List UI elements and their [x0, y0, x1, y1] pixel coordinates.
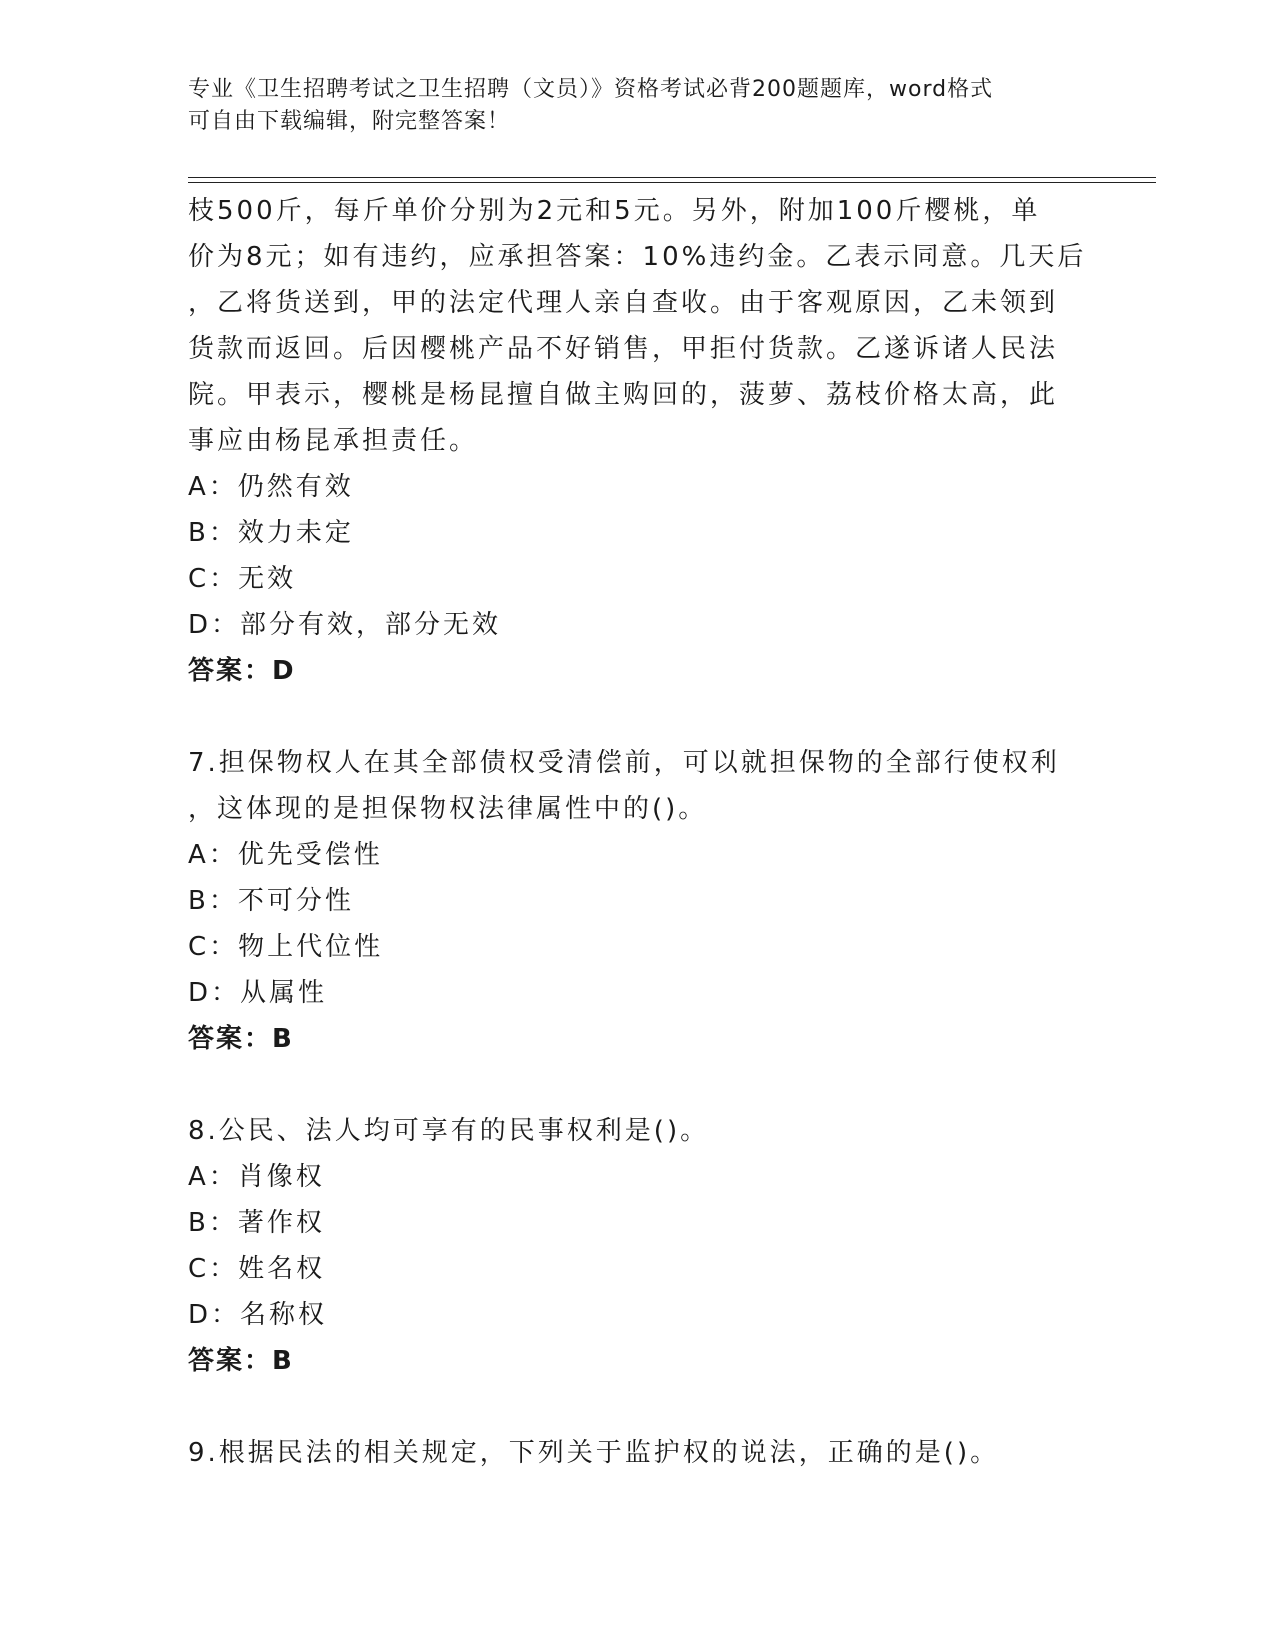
question-text-line: 枝500斤，每斤单价分别为2元和5元。另外，附加100斤樱桃，单 — [188, 196, 1041, 226]
question-text-line: 9.根据民法的相关规定，下列关于监护权的说法，正确的是()。 — [188, 1438, 1000, 1468]
question-text-line: 价为8元；如有违约，应承担答案：10%违约金。乙表示同意。几天后 — [188, 242, 1087, 272]
spacer — [188, 1062, 1088, 1108]
question-text-line: 事应由杨昆承担责任。 — [188, 426, 479, 456]
option-b: B：不可分性 — [188, 886, 354, 916]
answer-line: 答案：B — [188, 1024, 294, 1054]
option-c: C：无效 — [188, 564, 297, 594]
document-header — [188, 74, 1088, 138]
question-content — [188, 188, 1088, 1476]
answer-line: 答案：D — [188, 656, 296, 686]
header-rule-bottom — [188, 182, 1156, 183]
option-d: D：部分有效，部分无效 — [188, 610, 502, 640]
question-6 — [188, 188, 1088, 694]
option-a: A：优先受偿性 — [188, 840, 383, 870]
option-d: D：从属性 — [188, 978, 328, 1008]
question-text-line: 7.担保物权人在其全部债权受清偿前，可以就担保物的全部行使权利 — [188, 748, 1060, 778]
question-text-line: ，这体现的是担保物权法律属性中的()。 — [188, 794, 708, 824]
answer-line: 答案：B — [188, 1346, 294, 1376]
option-c: C：姓名权 — [188, 1254, 326, 1284]
header-line-1: 专业《卫生招聘考试之卫生招聘（文员）》资格考试必背200题题库，word格式 — [188, 77, 994, 102]
option-d: D：名称权 — [188, 1300, 328, 1330]
question-8 — [188, 1108, 1088, 1384]
question-9 — [188, 1430, 1088, 1476]
question-text-line: 8.公民、法人均可享有的民事权利是()。 — [188, 1116, 710, 1146]
option-a: A：肖像权 — [188, 1162, 325, 1192]
option-b: B：效力未定 — [188, 518, 354, 548]
spacer — [188, 694, 1088, 740]
option-b: B：著作权 — [188, 1208, 325, 1238]
option-a: A：仍然有效 — [188, 472, 354, 502]
option-c: C：物上代位性 — [188, 932, 384, 962]
question-7 — [188, 740, 1088, 1062]
header-rule-top — [188, 177, 1156, 178]
question-text-line: 货款而返回。后因樱桃产品不好销售，甲拒付货款。乙遂诉诸人民法 — [188, 334, 1059, 364]
spacer — [188, 1384, 1088, 1430]
question-text-line: ，乙将货送到，甲的法定代理人亲自查收。由于客观原因，乙未领到 — [188, 288, 1059, 318]
question-text-line: 院。甲表示，樱桃是杨昆擅自做主购回的，菠萝、荔枝价格太高，此 — [188, 380, 1059, 410]
header-line-2: 可自由下载编辑，附完整答案！ — [188, 109, 511, 134]
